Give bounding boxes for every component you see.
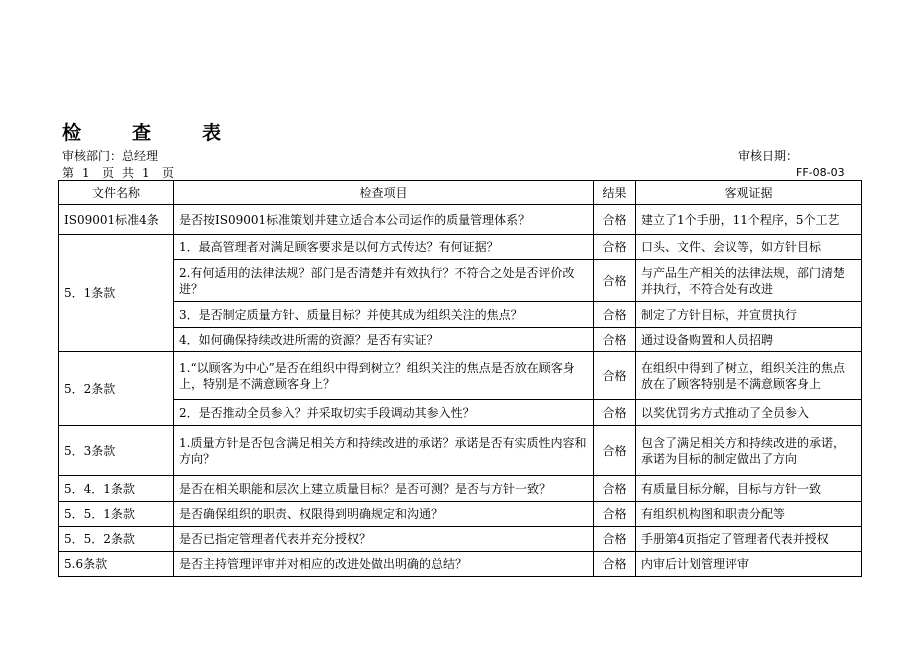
check-item-cell: 3．是否制定质量方针、质量目标？并使其成为组织关注的焦点？ xyxy=(174,302,594,328)
result-cell: 合格 xyxy=(594,426,636,476)
clause-cell: 5．2条款 xyxy=(59,352,174,426)
result-cell: 合格 xyxy=(594,527,636,552)
result-cell: 合格 xyxy=(594,400,636,426)
title-char: 查 xyxy=(132,122,152,144)
page-indicator xyxy=(62,166,174,180)
evidence-cell: 通过设备购置和人员招聘 xyxy=(636,328,862,352)
document-code: FF-08-03 xyxy=(796,166,845,179)
table-row xyxy=(59,400,862,426)
check-item-cell: 是否确保组织的职责、权限得到明确规定和沟通？ xyxy=(174,502,594,527)
evidence-cell: 内审后计划管理评审 xyxy=(636,552,862,577)
page-word: 页 xyxy=(102,166,115,180)
check-item-cell: 是否按IS09001标准策划并建立适合本公司运作的质量管理体系？ xyxy=(174,205,594,235)
page-number: 1 xyxy=(82,166,90,180)
evidence-cell: 有质量目标分解，目标与方针一致 xyxy=(636,476,862,502)
evidence-cell: 手册第4页指定了管理者代表并授权 xyxy=(636,527,862,552)
table-row xyxy=(59,235,862,260)
result-cell: 合格 xyxy=(594,302,636,328)
document-title xyxy=(62,118,221,145)
check-item-cell: 1．最高管理者对满足顾客要求是以何方式传达？有何证据？ xyxy=(174,235,594,260)
page-word: 第 xyxy=(62,166,75,180)
table-row xyxy=(59,205,862,235)
check-item-cell: 4．如何确保持续改进所需的资源？是否有实证？ xyxy=(174,328,594,352)
table-row xyxy=(59,328,862,352)
table-row xyxy=(59,527,862,552)
table-row xyxy=(59,476,862,502)
title-char: 检 xyxy=(62,122,82,144)
column-header-result: 结果 xyxy=(594,181,636,205)
clause-cell: 5．4．1条款 xyxy=(59,476,174,502)
audit-department: 审核部门：总经理 xyxy=(62,149,159,163)
table-row xyxy=(59,302,862,328)
column-header-evidence: 客观证据 xyxy=(636,181,862,205)
table-row xyxy=(59,260,862,302)
audit-date: 审核日期： xyxy=(738,149,799,163)
evidence-cell: 有组织机构图和职责分配等 xyxy=(636,502,862,527)
result-cell: 合格 xyxy=(594,552,636,577)
evidence-cell: 包含了满足相关方和持续改进的承诺，承诺为目标的制定做出了方向 xyxy=(636,426,862,476)
table-header-row xyxy=(59,181,862,205)
table-row xyxy=(59,552,862,577)
page-word: 页 xyxy=(162,166,175,180)
evidence-cell: 口头、文件、会议等，如方针目标 xyxy=(636,235,862,260)
column-header-check-item: 检查项目 xyxy=(174,181,594,205)
result-cell: 合格 xyxy=(594,476,636,502)
evidence-cell: 制定了方针目标，并宣贯执行 xyxy=(636,302,862,328)
result-cell: 合格 xyxy=(594,205,636,235)
check-item-cell: 2．是否推动全员参入？并采取切实手段调动其参入性？ xyxy=(174,400,594,426)
clause-cell: 5．5．1条款 xyxy=(59,502,174,527)
evidence-cell: 在组织中得到了树立，组织关注的焦点放在了顾客特别是不满意顾客身上 xyxy=(636,352,862,400)
page-total: 1 xyxy=(142,166,150,180)
clause-cell: 5．3条款 xyxy=(59,426,174,476)
evidence-cell: 与产品生产相关的法律法规，部门清楚并执行，不符合处有改进 xyxy=(636,260,862,302)
check-item-cell: 2.有何适用的法律法规？部门是否清楚并有效执行？不符合之处是否评价改进？ xyxy=(174,260,594,302)
clause-cell: 5.6条款 xyxy=(59,552,174,577)
check-item-cell: 是否在相关职能和层次上建立质量目标？是否可测？是否与方针一致？ xyxy=(174,476,594,502)
clause-cell: IS09001标准4条 xyxy=(59,205,174,235)
clause-cell: 5．1条款 xyxy=(59,235,174,352)
result-cell: 合格 xyxy=(594,328,636,352)
check-item-cell: 1.“以顾客为中心”是否在组织中得到树立？组织关注的焦点是否放在顾客身上，特别是不满意顾客身上？ xyxy=(174,352,594,400)
evidence-cell: 以奖优罚劣方式推动了全员参入 xyxy=(636,400,862,426)
result-cell: 合格 xyxy=(594,235,636,260)
check-item-cell: 是否已指定管理者代表并充分授权？ xyxy=(174,527,594,552)
column-header-document: 文件名称 xyxy=(59,181,174,205)
clause-cell: 5．5．2条款 xyxy=(59,527,174,552)
result-cell: 合格 xyxy=(594,260,636,302)
title-char: 表 xyxy=(202,122,222,144)
check-table xyxy=(58,180,862,577)
result-cell: 合格 xyxy=(594,502,636,527)
table-row xyxy=(59,352,862,400)
check-item-cell: 1.质量方针是否包含满足相关方和持续改进的承诺？承诺是否有实质性内容和方向？ xyxy=(174,426,594,476)
table-row xyxy=(59,502,862,527)
check-item-cell: 是否主持管理评审并对相应的改进处做出明确的总结？ xyxy=(174,552,594,577)
page-word: 共 xyxy=(122,166,135,180)
result-cell: 合格 xyxy=(594,352,636,400)
evidence-cell: 建立了1个手册，11个程序，5个工艺 xyxy=(636,205,862,235)
table-row xyxy=(59,426,862,476)
